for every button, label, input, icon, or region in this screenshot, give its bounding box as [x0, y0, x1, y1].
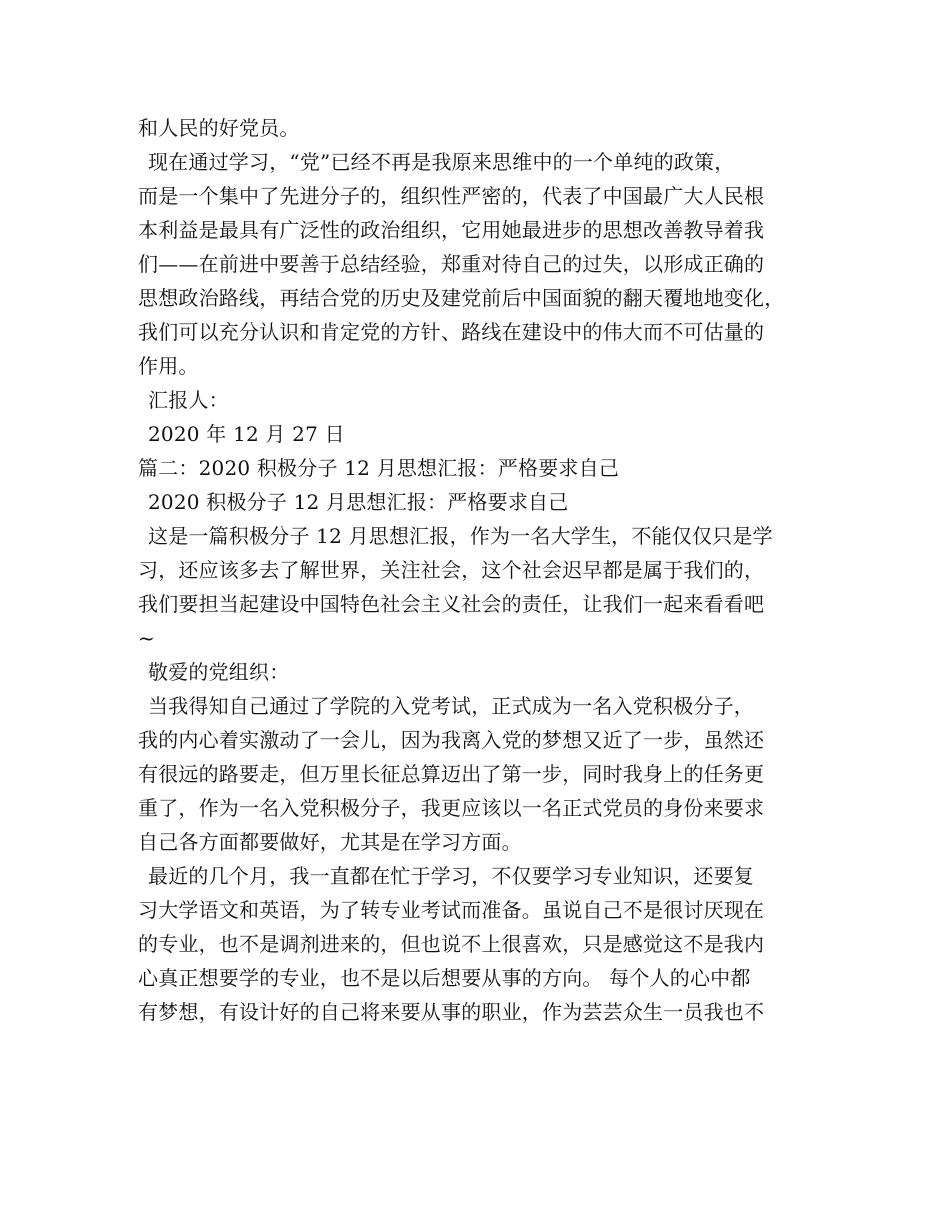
text-line: 重了，作为一名入党积极分子，我更应该以一名正式党员的身份来要求	[138, 796, 765, 820]
text-line: 我们要担当起建设中国特色社会主义社会的责任，让我们一起来看看吧	[138, 592, 765, 616]
text-line: 心真正想要学的专业，也不是以后想要从事的方向。 每个人的心中都	[138, 966, 751, 990]
text-line: ~	[138, 626, 155, 650]
text-line: 们——在前进中要善于总结经验，郑重对待自己的过失，以形成正确的	[138, 252, 765, 276]
text-line: 的专业，也不是调剂进来的，但也说不上很喜欢，只是感觉这不是我内	[138, 932, 765, 956]
text-line: 思想政治路线，再结合党的历史及建党前后中国面貌的翻天覆地地变化，	[138, 286, 785, 310]
paragraph-line: 最近的几个月，我一直都在忙于学习，不仅要学习专业知识，还要复	[148, 864, 754, 888]
paragraph-line: 现在通过学习，“党”已经不再是我原来思维中的一个单纯的政策，	[148, 150, 735, 174]
text-line: 和人民的好党员。	[138, 116, 300, 140]
text-line: 有很远的路要走，但万里长征总算迈出了第一步，同时我身上的任务更	[138, 762, 765, 786]
text-line: 有梦想，有设计好的自己将来要从事的职业，作为芸芸众生一员我也不	[138, 1000, 765, 1024]
section-heading: 篇二：2020 积极分子 12 月思想汇报：严格要求自己	[138, 456, 620, 480]
text-line: 我的内心着实激动了一会儿，因为我离入党的梦想又近了一步，虽然还	[138, 728, 765, 752]
article-title: 2020 积极分子 12 月思想汇报：严格要求自己	[148, 490, 569, 514]
paragraph-line: 当我得知自己通过了学院的入党考试，正式成为一名入党积极分子，	[148, 694, 754, 718]
text-line: 习大学语文和英语，为了转专业考试而准备。虽说自己不是很讨厌现在	[138, 898, 765, 922]
text-line: 习，还应该多去了解世界，关注社会，这个社会迟早都是属于我们的，	[138, 558, 765, 582]
text-line: 自己各方面都要做好，尤其是在学习方面。	[138, 830, 522, 854]
salutation: 敬爱的党组织：	[148, 660, 290, 684]
document-body	[138, 111, 838, 1029]
text-line: 本利益是最具有广泛性的政治组织，它用她最进步的思想改善教导着我	[138, 218, 765, 242]
text-line: 作用。	[138, 354, 199, 378]
report-date: 2020 年 12 月 27 日	[148, 422, 345, 446]
reporter-label: 汇报人：	[148, 388, 229, 412]
paragraph-line: 这是一篇积极分子 12 月思想汇报，作为一名大学生，不能仅仅只是学	[148, 524, 773, 548]
text-line: 而是一个集中了先进分子的，组织性严密的，代表了中国最广大人民根	[138, 184, 765, 208]
text-line: 我们可以充分认识和肯定党的方针、路线在建设中的伟大而不可估量的	[138, 320, 765, 344]
